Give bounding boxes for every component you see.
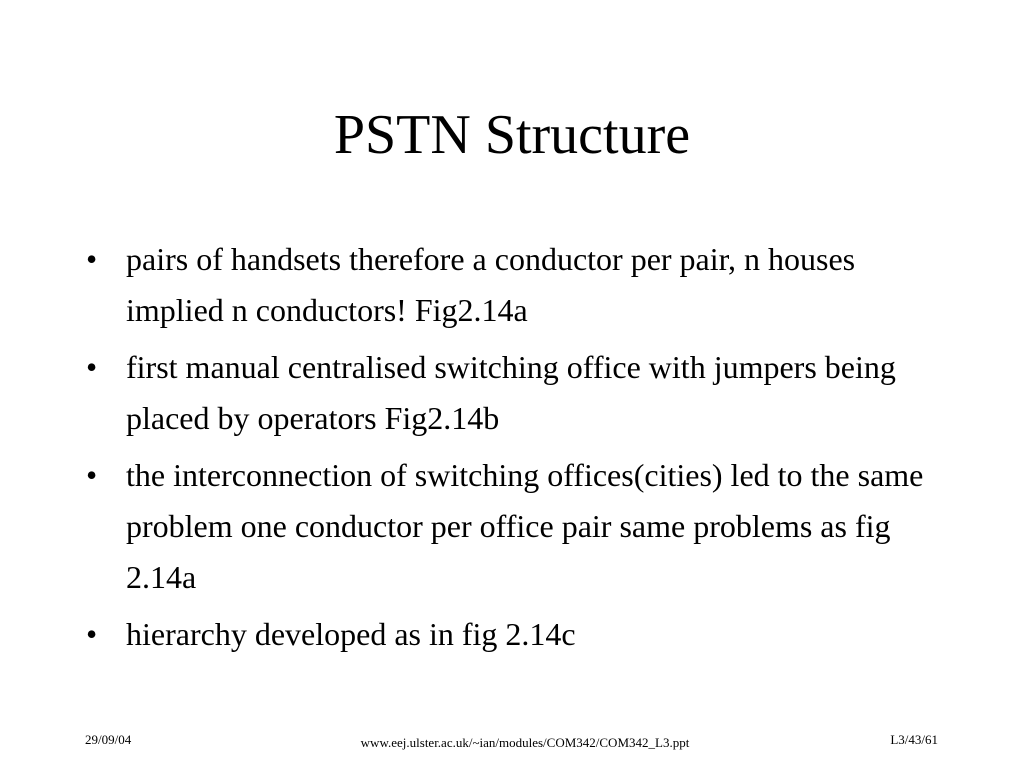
footer-date: 29/09/04 — [85, 732, 132, 747]
bullet-dot-icon: • — [86, 349, 98, 385]
bullet-item — [86, 609, 946, 660]
bullet-text: first manual centralised switching office with jumpers being placed by operators Fig2.14b — [126, 349, 896, 436]
bullet-list — [86, 234, 946, 666]
bullet-dot-icon: • — [86, 241, 98, 277]
bullet-dot-icon: • — [86, 457, 98, 493]
bullet-text: pairs of handsets therefore a conductor per pair, n houses implied n conductors! Fig2.14a — [126, 241, 856, 328]
bullet-dot-icon: • — [86, 616, 98, 652]
bullet-text: hierarchy developed as in fig 2.14c — [126, 616, 576, 652]
footer-url: www.eej.ulster.ac.uk/~ian/modules/COM342/COM342_L3.ppt — [360, 735, 690, 750]
bullet-text: the interconnection of switching offices(cities) led to the same problem one conductor per office pair same problems as fig 2.14a — [126, 457, 924, 595]
footer-page-number: L3/43/61 — [890, 732, 938, 747]
slide-title: PSTN Structure — [333, 104, 691, 166]
bullet-item — [86, 342, 946, 444]
bullet-item — [86, 234, 946, 336]
bullet-item — [86, 450, 946, 603]
